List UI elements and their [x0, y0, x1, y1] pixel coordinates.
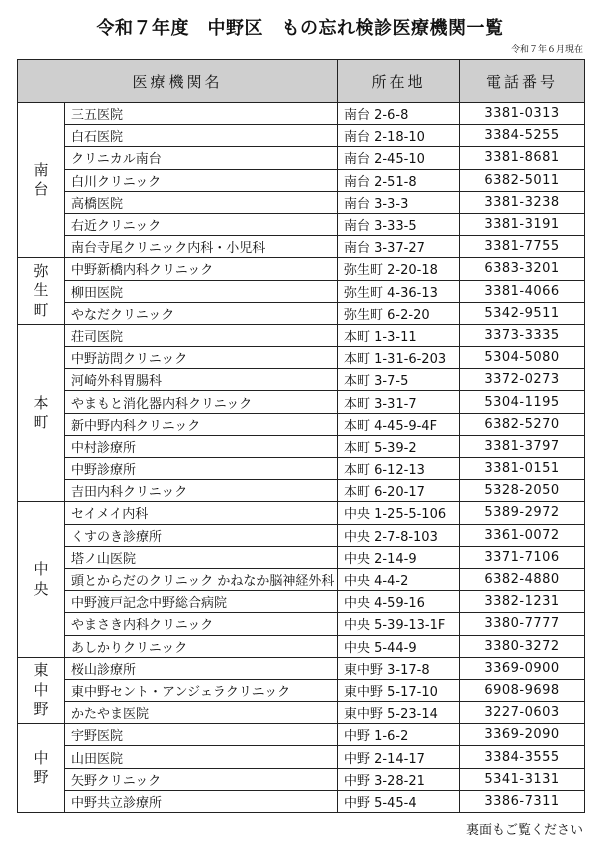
clinic-address: 中野 5-45-4 — [338, 790, 460, 812]
clinic-name: 新中野内科クリニック — [65, 413, 338, 435]
clinic-phone: 3381-0151 — [460, 458, 585, 480]
clinic-name: 右近クリニック — [65, 213, 338, 235]
area-label-text: 中 央 — [33, 560, 49, 598]
clinic-phone: 3380-7777 — [460, 613, 585, 635]
clinic-address: 中央 4-4-2 — [338, 568, 460, 590]
table-row — [18, 369, 585, 391]
clinic-name: 柳田医院 — [65, 280, 338, 302]
table-row — [18, 546, 585, 568]
clinic-address: 弥生町 6-2-20 — [338, 302, 460, 324]
clinic-phone: 3369-2090 — [460, 724, 585, 746]
clinic-name: 矢野クリニック — [65, 768, 338, 790]
clinic-phone: 6382-4880 — [460, 568, 585, 590]
clinic-address: 南台 3-33-5 — [338, 213, 460, 235]
clinic-name: 中野訪問クリニック — [65, 347, 338, 369]
clinic-phone: 3381-3797 — [460, 435, 585, 457]
area-label — [18, 657, 65, 724]
clinic-phone: 6382-5270 — [460, 413, 585, 435]
table-row — [18, 480, 585, 502]
table-row — [18, 169, 585, 191]
clinic-phone: 5342-9511 — [460, 302, 585, 324]
clinic-address: 中央 1-25-5-106 — [338, 502, 460, 524]
table-body — [18, 103, 585, 813]
clinic-address: 中央 5-39-13-1F — [338, 613, 460, 635]
clinic-address: 中央 4-59-16 — [338, 591, 460, 613]
clinic-address: 南台 2-45-10 — [338, 147, 460, 169]
as-of-date: 令和７年６月現在 — [510, 45, 583, 55]
clinic-phone: 5304-5080 — [460, 347, 585, 369]
clinic-phone: 3373-3335 — [460, 324, 585, 346]
clinic-phone: 3382-1231 — [460, 591, 585, 613]
clinic-address: 中野 1-6-2 — [338, 724, 460, 746]
clinic-name: 荘司医院 — [65, 324, 338, 346]
clinic-address: 本町 5-39-2 — [338, 435, 460, 457]
clinic-name: 頭とからだのクリニック かねなか脳神経外科 — [65, 568, 338, 590]
table-row — [18, 302, 585, 324]
table-row — [18, 635, 585, 657]
clinic-name: クリニカル南台 — [65, 147, 338, 169]
clinic-phone: 3381-0313 — [460, 103, 585, 125]
area-label-text: 東 中 野 — [33, 661, 49, 719]
table-row — [18, 125, 585, 147]
table-row — [18, 724, 585, 746]
table-row — [18, 147, 585, 169]
clinic-name: 桜山診療所 — [65, 657, 338, 679]
clinic-name: かたやま医院 — [65, 702, 338, 724]
clinic-name: 白石医院 — [65, 125, 338, 147]
clinic-name: セイメイ内科 — [65, 502, 338, 524]
clinic-name: 中村診療所 — [65, 435, 338, 457]
clinic-address: 中央 2-7-8-103 — [338, 524, 460, 546]
table-row — [18, 613, 585, 635]
clinic-address: 中央 5-44-9 — [338, 635, 460, 657]
clinic-name: 山田医院 — [65, 746, 338, 768]
clinic-address: 東中野 5-17-10 — [338, 679, 460, 701]
footer-note: 裏面もご覧ください — [465, 823, 583, 838]
table-row — [18, 213, 585, 235]
clinic-name: 中野新橋内科クリニック — [65, 258, 338, 280]
table-row — [18, 502, 585, 524]
clinic-name: 高橋医院 — [65, 191, 338, 213]
clinic-phone: 6382-5011 — [460, 169, 585, 191]
clinic-name: 吉田内科クリニック — [65, 480, 338, 502]
clinic-address: 東中野 3-17-8 — [338, 657, 460, 679]
clinic-address: 南台 2-18-10 — [338, 125, 460, 147]
clinic-phone: 3381-4066 — [460, 280, 585, 302]
clinic-phone: 3381-8681 — [460, 147, 585, 169]
table-row — [18, 236, 585, 258]
clinic-name: くすのき診療所 — [65, 524, 338, 546]
table-row — [18, 768, 585, 790]
clinic-address: 本町 1-3-11 — [338, 324, 460, 346]
area-label — [18, 103, 65, 258]
clinic-name: やまさき内科クリニック — [65, 613, 338, 635]
header-phone: 電話番号 — [460, 60, 585, 103]
clinic-address: 南台 3-37-27 — [338, 236, 460, 258]
clinic-phone: 5328-2050 — [460, 480, 585, 502]
area-label — [18, 724, 65, 813]
table-row — [18, 435, 585, 457]
clinic-name: 三五医院 — [65, 103, 338, 125]
clinic-phone: 6383-3201 — [460, 258, 585, 280]
clinic-phone: 3386-7311 — [460, 790, 585, 812]
header-address: 所在地 — [338, 60, 460, 103]
table-row — [18, 280, 585, 302]
clinic-phone: 5341-3131 — [460, 768, 585, 790]
clinic-address: 本町 6-12-13 — [338, 458, 460, 480]
clinic-address: 南台 2-51-8 — [338, 169, 460, 191]
table-row — [18, 679, 585, 701]
table-row — [18, 746, 585, 768]
area-label-text: 本 町 — [33, 393, 49, 432]
table-row — [18, 347, 585, 369]
table-row — [18, 103, 585, 125]
clinic-name: 南台寺尾クリニック内科・小児科 — [65, 236, 338, 258]
area-label — [18, 324, 65, 502]
table-row — [18, 657, 585, 679]
table-header-row — [18, 60, 585, 103]
table-row — [18, 324, 585, 346]
clinic-address: 中央 2-14-9 — [338, 546, 460, 568]
table-row — [18, 524, 585, 546]
clinic-address: 本町 3-7-5 — [338, 369, 460, 391]
area-label — [18, 258, 65, 325]
area-label-text: 南 台 — [33, 160, 49, 199]
clinic-address: 東中野 5-23-14 — [338, 702, 460, 724]
clinic-name: あしかりクリニック — [65, 635, 338, 657]
table-row — [18, 413, 585, 435]
clinic-phone: 3361-0072 — [460, 524, 585, 546]
clinic-phone: 3381-3191 — [460, 213, 585, 235]
clinic-name: 東中野セント・アンジェラクリニック — [65, 679, 338, 701]
clinic-phone: 3227-0603 — [460, 702, 585, 724]
clinic-address: 南台 3-3-3 — [338, 191, 460, 213]
clinic-name: 中野共立診療所 — [65, 790, 338, 812]
clinic-phone: 3371-7106 — [460, 546, 585, 568]
header-name: 医療機関名 — [18, 60, 338, 103]
clinic-phone: 3372-0273 — [460, 369, 585, 391]
clinic-address: 弥生町 2-20-18 — [338, 258, 460, 280]
table-row — [18, 591, 585, 613]
clinic-name: 中野診療所 — [65, 458, 338, 480]
clinic-phone: 3381-7755 — [460, 236, 585, 258]
clinic-phone: 5389-2972 — [460, 502, 585, 524]
clinic-phone: 5304-1195 — [460, 391, 585, 413]
clinic-phone: 6908-9698 — [460, 679, 585, 701]
clinic-name: やまもと消化器内科クリニック — [65, 391, 338, 413]
clinic-name: 白川クリニック — [65, 169, 338, 191]
table-row — [18, 702, 585, 724]
clinic-address: 南台 2-6-8 — [338, 103, 460, 125]
clinic-phone: 3380-3272 — [460, 635, 585, 657]
table-row — [18, 391, 585, 413]
page-title: 令和７年度 中野区 もの忘れ検診医療機関一覧 — [96, 18, 504, 39]
table-row — [18, 568, 585, 590]
table-row — [18, 191, 585, 213]
clinic-address: 本町 4-45-9-4F — [338, 413, 460, 435]
clinic-address: 本町 6-20-17 — [338, 480, 460, 502]
clinic-phone: 3384-3555 — [460, 746, 585, 768]
table-row — [18, 790, 585, 812]
clinic-name: 河崎外科胃腸科 — [65, 369, 338, 391]
area-label-text: 弥 生 町 — [33, 261, 49, 319]
clinic-phone: 3384-5255 — [460, 125, 585, 147]
clinic-address: 中野 3-28-21 — [338, 768, 460, 790]
clinic-phone: 3369-0900 — [460, 657, 585, 679]
clinic-name: 中野渡戸記念中野総合病院 — [65, 591, 338, 613]
area-label — [18, 502, 65, 657]
clinic-address: 中野 2-14-17 — [338, 746, 460, 768]
clinic-address: 弥生町 4-36-13 — [338, 280, 460, 302]
clinic-address: 本町 3-31-7 — [338, 391, 460, 413]
area-label-text: 中 野 — [33, 748, 49, 787]
clinic-name: やなだクリニック — [65, 302, 338, 324]
clinic-name: 塔ノ山医院 — [65, 546, 338, 568]
table-row — [18, 258, 585, 280]
clinic-address: 本町 1-31-6-203 — [338, 347, 460, 369]
table-row — [18, 458, 585, 480]
clinic-phone: 3381-3238 — [460, 191, 585, 213]
clinic-table — [17, 59, 585, 813]
clinic-name: 宇野医院 — [65, 724, 338, 746]
